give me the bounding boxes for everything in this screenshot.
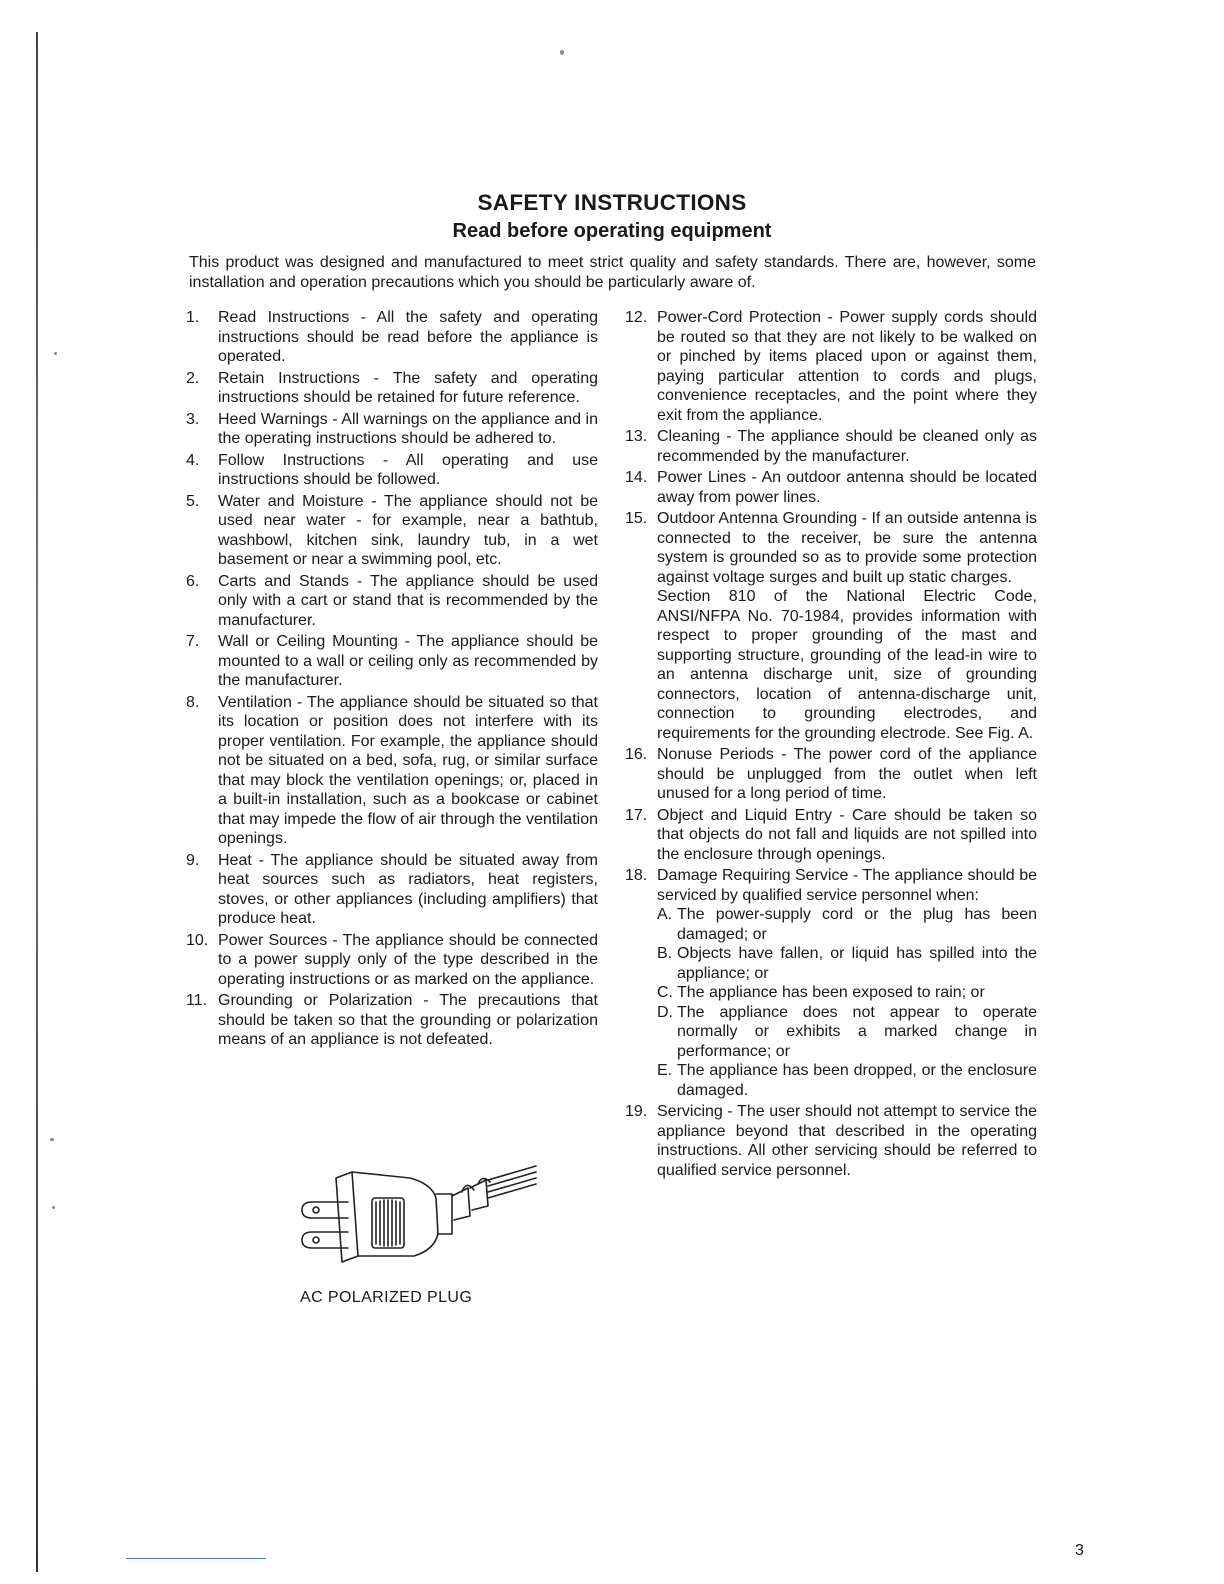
sub-list-item: C. The appliance has been exposed to rain; or <box>657 984 985 1001</box>
list-item: 12. Power-Cord Protection - Power supply cords should be routed so that they are not likely to be walked on or pinched by items placed upon or against them, paying particular attention to cords and plugs, convenience receptacles, and the point where they exit from the appliance. <box>625 309 1037 424</box>
sub-list-item: E. The appliance has been dropped, or the enclosure damaged. <box>657 1062 1037 1099</box>
list-item: 7. Wall or Ceiling Mounting - The appliance should be mounted to a wall or ceiling only as recommended by the manufacturer. <box>186 633 598 689</box>
scan-speck <box>50 1138 54 1141</box>
page-number: 3 <box>1075 1542 1084 1559</box>
list-item: 2. Retain Instructions - The safety and operating instructions should be retained for future reference. <box>186 369 598 406</box>
right-instruction-list <box>625 308 1037 1182</box>
list-item: 6. Carts and Stands - The appliance should be used only with a cart or stand that is recommended by the manufacturer. <box>186 572 598 629</box>
list-item: 18. Damage Requiring Service - The appliance should be serviced by qualified service personnel when: A. The power-supply cord or the plug has been damaged; or B. Objects have fallen, or liquid has spilled into the appliance; or C. The appliance has been exposed to rain; or D. The appliance does not appear to operate normally or exhibits a marked change in performance; or E. The appliance has been dropped, or the enclosure damaged. <box>625 867 1037 1099</box>
list-item: 19. Servicing - The user should not attempt to service the appliance beyond that described in the operating instructions. All other servicing should be referred to qualified service personnel. <box>625 1103 1037 1179</box>
nec-note: Section 810 of the National Electric Code, ANSI/NFPA No. 70-1984, provides information with respect to proper grounding of the mast and supporting structure, grounding of the lead-in wire to an antenna discharge unit, size of grounding connectors, location of antenna-discharge unit, connection to grounding electrodes, and requirements for the grounding electrode. See Fig. A. <box>657 588 1037 742</box>
footer-rule <box>126 1558 266 1559</box>
sub-list-item: A. The power-supply cord or the plug has been damaged; or <box>657 906 1037 943</box>
list-item: 10. Power Sources - The appliance should be connected to a power supply only of the type described in the operating instructions or as marked on the appliance. <box>186 931 598 988</box>
page-title: SAFETY INSTRUCTIONS <box>477 190 747 215</box>
list-item: 15. Outdoor Antenna Grounding - If an outside antenna is connected to the receiver, be sure the antenna system is grounded so as to provide some protection against voltage surges and built up static charges. Section 810 of the National Electric Code, ANSI/NFPA No. 70-1984, provides information with respect to proper grounding of the mast and supporting structure, grounding of the lead-in wire to an antenna discharge unit, size of grounding connectors, location of antenna-discharge unit, connection to grounding electrodes, and requirements for the grounding electrode. See Fig. A. <box>625 510 1037 742</box>
list-item: 1. Read Instructions - All the safety and operating instructions should be read before the appliance is operated. <box>186 309 598 365</box>
list-item: 14. Power Lines - An outdoor antenna should be located away from power lines. <box>625 469 1037 506</box>
list-item: 4. Follow Instructions - All operating and use instructions should be followed. <box>186 451 598 488</box>
list-item: 13. Cleaning - The appliance should be cleaned only as recommended by the manufacturer. <box>625 428 1037 465</box>
intro-paragraph: This product was designed and manufactured to meet strict quality and safety standards. There are, however, some installation and operation precautions which you should be particularly aware of. <box>189 254 1036 291</box>
list-item: 16. Nonuse Periods - The power cord of the appliance should be unplugged from the outlet when left unused for a long period of time. <box>625 746 1037 802</box>
list-item: 8. Ventilation - The appliance should be situated so that its location or position does not interfere with its proper ventilation. For example, the appliance should not be situated on a bed, sofa, rug, or similar surface that may block the ventilation openings; or, placed in a built-in installation, such as a bookcase or cabinet that may impede the flow of air through the ventilation openings. <box>186 693 598 847</box>
left-instruction-list <box>186 308 598 1052</box>
sub-list-item: D. The appliance does not appear to operate normally or exhibits a marked change in performance; or <box>657 1003 1037 1060</box>
sub-list-item: B. Objects have fallen, or liquid has spilled into the appliance; or <box>657 945 1037 982</box>
damage-condition-list <box>657 905 1037 1100</box>
list-item: 17. Object and Liquid Entry - Care should be taken so that objects do not fall and liquids are not spilled into the enclosure through openings. <box>625 806 1037 863</box>
list-item: 9. Heat - The appliance should be situated away from heat sources such as radiators, heat registers, stoves, or other appliances (including amplifiers) that produce heat. <box>186 851 598 927</box>
ac-polarized-plug-icon <box>290 1160 540 1270</box>
page-subtitle: Read before operating equipment <box>452 220 772 242</box>
figure-caption: AC POLARIZED PLUG <box>300 1289 473 1306</box>
scan-speck <box>560 50 564 55</box>
scan-edge-line <box>36 32 38 1572</box>
scan-speck <box>54 352 57 355</box>
list-item: 11. Grounding or Polarization - The precautions that should be taken so that the grounding or polarization means of an appliance is not defeated. <box>186 992 598 1048</box>
list-item: 5. Water and Moisture - The appliance should not be used near water - for example, near a bathtub, washbowl, kitchen sink, laundry tub, in a wet basement or near a swimming pool, etc. <box>186 492 598 568</box>
list-item: 3. Heed Warnings - All warnings on the appliance and in the operating instructions should be adhered to. <box>186 410 598 447</box>
scan-speck <box>52 1206 55 1209</box>
